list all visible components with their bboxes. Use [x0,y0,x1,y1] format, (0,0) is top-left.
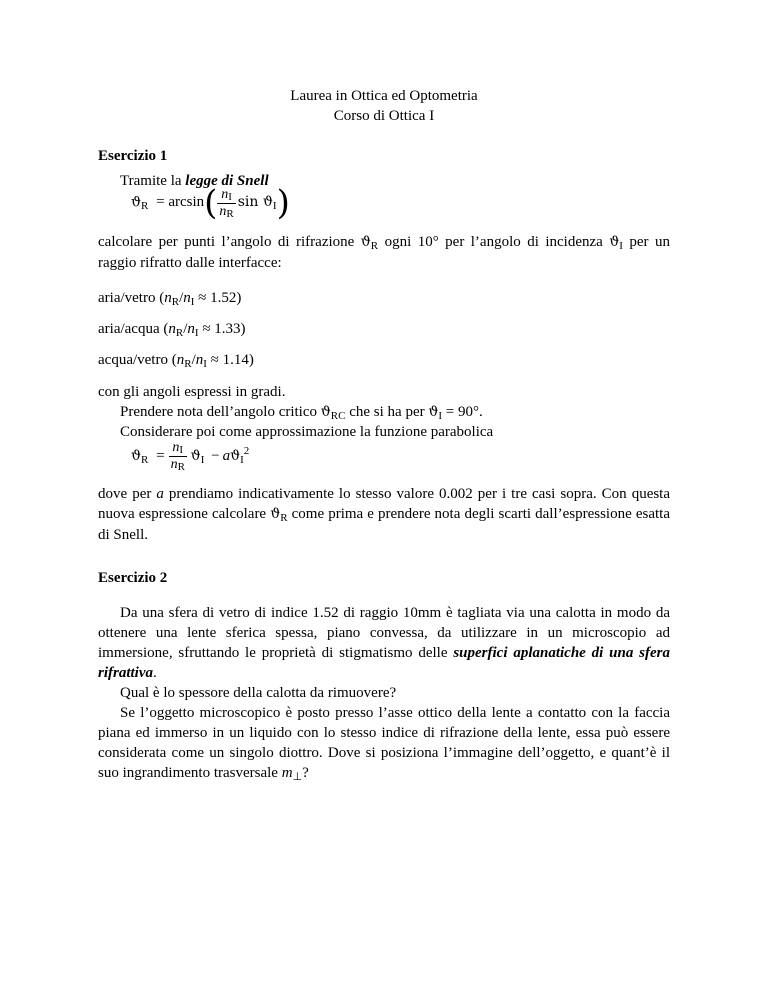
header-line-1: Laurea in Ottica ed Optometria [290,88,478,104]
ex1-intro-text: Tramite la [120,173,186,189]
ex1-paragraph-3: Prendere nota dell’angolo critico $ϑ_{RC}$ che si ha per $ϑ_I = 90^\circ$. [120,404,483,422]
snell-law-label: legge di Snell [185,173,269,189]
ex1-paragraph-5: dove per a prendiamo indicativamente lo stesso valore 0.002 per i tre casi sopra. Con questa nuova espressione calcolare $ϑ_R$ come prima e prendere nota degli scarti dall’espressione esatta di Snell. [98,486,671,543]
parabolic-equation: $ϑ_R$ = $\frac{nI}{nR}$ $ϑ_I - aϑ_I^2$ [131,440,250,473]
interface-item: aria/acqua $(n_R/n_I \approx 1.33)$ [98,321,246,339]
snell-equation: $ϑ_R = \arcsin$( $\frac{nI}{nR}$ $\sin ϑ_I$) [131,183,290,223]
interface-item: aria/vetro $(n_R/n_I \approx 1.52)$ [98,290,242,308]
ex2-title: Esercizio 2 [98,570,168,586]
ex2-paragraph-3: Se l’oggetto microscopico è posto presso l’asse ottico della lente a contatto con la faccia piana ed immerso in un liquido con lo stesso indice di rifrazione della lente, essa può essere considerata come un singolo diottro. Dove si posiziona l’immagine dell’oggetto, e quant’è il suo ingrandimento trasversale $m_\perp$? [98,705,670,783]
interface-item: acqua/vetro $(n_R/n_I \approx 1.14)$ [98,352,254,370]
ex1-paragraph-1: calcolare per punti l’angolo di rifrazione $ϑ_R$ ogni 10° per l’angolo di incidenza $ϑ_I$ per un raggio rifratto dalle interfacce: [98,234,670,271]
ex1-paragraph-4: Considerare poi come approssimazione la funzione parabolica [120,424,494,440]
ex1-title: Esercizio 1 [98,148,168,164]
header-line-2: Corso di Ottica I [333,108,435,124]
aplanatic-surfaces-label: superfici aplanatiche di una sfera rifrattiva [98,645,670,681]
ex2-paragraph-1: Da una sfera di vetro di indice 1.52 di raggio 10mm è tagliata via una calotta in modo da ottenere una lente sferica spessa, piano convessa, da utilizzare in un microscopio ad immersione, sfruttando le proprietà di stigmatismo delle superfici aplanatiche di una sfera rifrattiva. [98,605,670,681]
ex2-paragraph-2: Qual è lo spessore della calotta da rimuovere? [120,685,397,701]
snell-fraction: $\frac{nI}{nR}$ [219,186,234,220]
parabolic-fraction: $\frac{nI}{nR}$ [170,440,185,473]
ex1-paragraph-2: con gli angoli espressi in gradi. [98,384,286,400]
